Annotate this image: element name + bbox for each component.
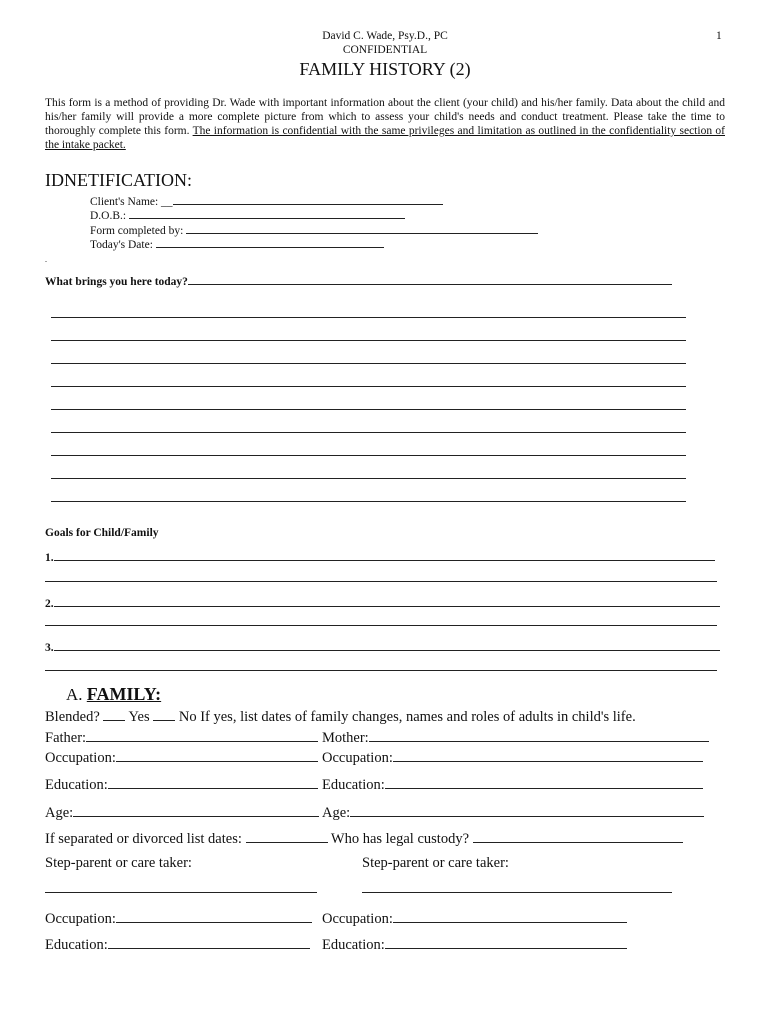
answer-line[interactable]	[51, 409, 686, 410]
mother-occupation-row	[322, 747, 703, 767]
mother-education-field[interactable]	[385, 774, 703, 789]
goal-number-3: 3.	[45, 642, 54, 654]
blended-label: Blended?	[45, 709, 100, 725]
goal-number-1: 1.	[45, 552, 54, 564]
step-right-education-label: Education:	[322, 937, 385, 953]
goal-field-1[interactable]	[54, 548, 715, 561]
father-label: Father:	[45, 730, 87, 746]
step-left-education-row	[45, 934, 310, 954]
todays-date-label: Today's Date:	[90, 239, 156, 251]
step-right-occupation-label: Occupation:	[322, 911, 393, 927]
family-heading: FAMILY:	[86, 684, 162, 704]
answer-line[interactable]	[51, 478, 686, 479]
goal-row-1	[45, 548, 715, 565]
step-parent-label-left: Step-parent or care taker:	[45, 855, 192, 871]
mother-occupation-field[interactable]	[393, 747, 703, 762]
step-left-occupation-label: Occupation:	[45, 911, 116, 927]
goal-continuation-line[interactable]	[45, 625, 717, 626]
goal-row-3	[45, 638, 720, 655]
father-occupation-row	[45, 747, 318, 767]
mother-age-field[interactable]	[350, 802, 704, 817]
separated-row	[45, 828, 683, 848]
blended-yes-field[interactable]	[103, 706, 125, 721]
dob-label: D.O.B.:	[90, 210, 129, 222]
answer-line[interactable]	[51, 363, 686, 364]
what-brings-label: What brings you here today?	[45, 276, 188, 288]
father-age-label: Age:	[45, 805, 74, 821]
father-field[interactable]	[86, 727, 318, 742]
completed-by-label: Form completed by:	[90, 225, 187, 237]
answer-line[interactable]	[51, 501, 686, 502]
mother-age-row	[322, 802, 704, 822]
blended-row	[45, 706, 636, 726]
father-education-label: Education:	[45, 777, 108, 793]
step-right-education-field[interactable]	[385, 934, 627, 949]
answer-line[interactable]	[51, 432, 686, 433]
blended-yes-label: Yes	[128, 709, 150, 725]
step-left-education-label: Education:	[45, 937, 108, 953]
mother-occupation-label: Occupation:	[322, 750, 393, 766]
stray-dot: .	[45, 255, 47, 264]
step-right-occupation-row	[322, 908, 627, 928]
intro-paragraph	[45, 96, 725, 152]
identification-heading: IDNETIFICATION:	[45, 170, 192, 190]
step-parent-label-right: Step-parent or care taker:	[362, 855, 509, 871]
separated-dates-field[interactable]	[246, 828, 328, 843]
completed-by-field[interactable]	[186, 221, 538, 234]
blended-no-label: No	[178, 709, 197, 725]
what-brings-field[interactable]	[188, 272, 672, 285]
todays-date-row	[90, 235, 384, 252]
father-education-field[interactable]	[108, 774, 318, 789]
father-occupation-label: Occupation:	[45, 750, 116, 766]
father-row	[45, 727, 318, 747]
answer-line[interactable]	[51, 317, 686, 318]
step-parent-name-field-left[interactable]	[45, 892, 317, 893]
custody-field[interactable]	[473, 828, 683, 843]
mother-row	[322, 727, 709, 747]
answer-line[interactable]	[51, 455, 686, 456]
what-brings-row	[45, 272, 672, 289]
goal-continuation-line[interactable]	[45, 581, 717, 582]
custody-label: Who has legal custody?	[330, 831, 470, 847]
answer-line[interactable]	[51, 386, 686, 387]
intro-confidential-text: The information is confidential with the same privileges and limitation as outlined in the confidentiality section of the intake packet.	[45, 125, 725, 151]
step-parent-name-field-right[interactable]	[362, 892, 672, 893]
goal-field-3[interactable]	[54, 638, 720, 651]
father-age-field[interactable]	[73, 802, 319, 817]
step-left-occupation-row	[45, 908, 312, 928]
doctor-name: David C. Wade, Psy.D., PC	[322, 30, 448, 42]
goal-row-2	[45, 594, 720, 611]
mother-education-row	[322, 774, 703, 794]
separated-label: If separated or divorced list dates:	[45, 831, 242, 847]
mother-label: Mother:	[322, 730, 369, 746]
step-right-occupation-field[interactable]	[393, 908, 627, 923]
dob-field[interactable]	[129, 206, 405, 219]
blended-no-field[interactable]	[153, 706, 175, 721]
goals-heading: Goals for Child/Family	[45, 527, 159, 539]
family-section-letter: A.	[66, 685, 83, 704]
step-left-education-field[interactable]	[108, 934, 310, 949]
father-age-row	[45, 802, 319, 822]
page-title: FAMILY HISTORY (2)	[299, 59, 471, 79]
father-education-row	[45, 774, 318, 794]
intro-text: This form is a method of providing Dr. Wade with important information about the client (your child) and his/her family. Data about the child and his/her family will provide a more complete picture from which to assess your child's needs and conduct treatment. Please take the time to thoroughly complete this form.	[45, 97, 725, 137]
mother-education-label: Education:	[322, 777, 385, 793]
blended-instruction: If yes, list dates of family changes, names and roles of adults in child's life.	[200, 709, 636, 725]
answer-line[interactable]	[51, 340, 686, 341]
father-occupation-field[interactable]	[116, 747, 318, 762]
family-heading-row	[66, 683, 161, 706]
page-number: 1	[716, 30, 722, 42]
goal-field-2[interactable]	[54, 594, 720, 607]
goal-continuation-line[interactable]	[45, 670, 717, 671]
mother-age-label: Age:	[322, 805, 351, 821]
mother-field[interactable]	[369, 727, 709, 742]
step-right-education-row	[322, 934, 627, 954]
clients-name-field[interactable]	[173, 192, 443, 205]
step-left-occupation-field[interactable]	[116, 908, 312, 923]
goal-number-2: 2.	[45, 598, 54, 610]
confidential-label: CONFIDENTIAL	[342, 44, 428, 56]
clients-name-label: Client's Name: __	[90, 196, 173, 208]
todays-date-field[interactable]	[156, 235, 384, 248]
